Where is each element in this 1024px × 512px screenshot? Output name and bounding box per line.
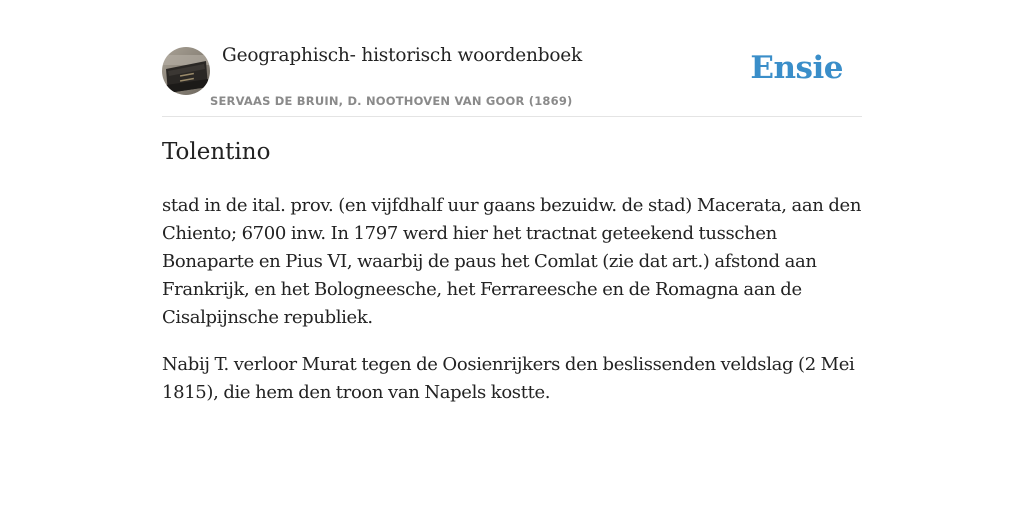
page [162, 0, 862, 512]
entry-title: Tolentino [162, 139, 271, 165]
header [162, 0, 862, 117]
entry-paragraph: stad in de ital. prov. (en vijfdhalf uur gaans bezuidw. de stad) Macerata, aan den Chiento; 6700 inw. In 1797 werd hier het tractnat geteekend tusschen Bonaparte en Pius VI, waarbij de paus het Comlat (zie dat art.) afstond aan Frankrijk, en het Bologneesche, het Ferrareesche en de Romagna aan de Cisalpijnsche republiek. [162, 195, 862, 328]
book-title[interactable]: Geographisch- historisch woordenboek [222, 45, 583, 66]
entry-paragraph: Nabij T. verloor Murat tegen de Oosienrijkers den beslissenden veldslag (2 Mei 1815), die hem den troon van Napels kostte. [162, 354, 855, 403]
book-cover-image[interactable] [162, 47, 210, 95]
book-authors: SERVAAS DE BRUIN, D. NOOTHOVEN VAN GOOR (1869) [210, 94, 573, 108]
entry-body [162, 192, 862, 426]
book-cover-icon [162, 47, 210, 95]
ensie-logo[interactable]: Ensie [750, 50, 843, 86]
